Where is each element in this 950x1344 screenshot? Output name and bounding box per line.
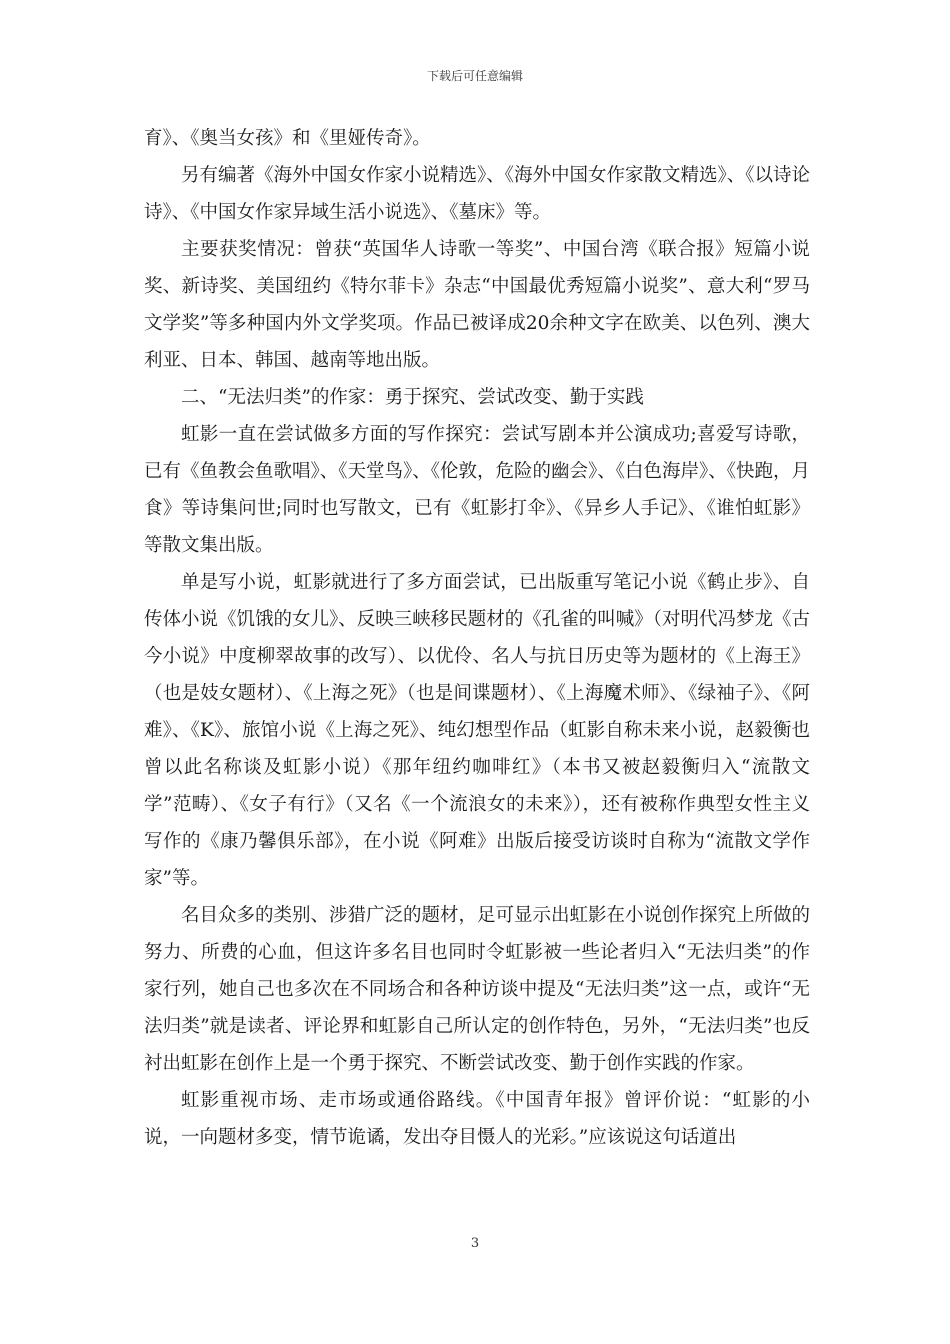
document-body — [144, 120, 810, 1156]
page-header: 下载后可任意编辑 — [426, 69, 523, 83]
page-number: 3 — [470, 1236, 480, 1251]
paragraph-market: 虹影重视市场、走市场或通俗路线。《中国青年报》曾评价说：“虹影的小说，一向题材多变，情节诡谲，发出夺目慑人的光彩。”应该说这句话道出 — [144, 1090, 810, 1148]
paragraph-continuation: 育》、《奥当女孩》和《里娅传奇》。 — [144, 128, 431, 149]
paragraph-awards: 主要获奖情况：曾获“英国华人诗歌一等奖”、中国台湾《联合报》短篇小说奖、新诗奖、美国纽约《特尔菲卡》杂志“中国最优秀短篇小说奖”、意大利“罗马文学奖”等多种国内外文学奖项。作品已被译成20余种文字在欧美、以色列、澳大利亚、日本、韩国、越南等地出版。 — [144, 239, 810, 371]
paragraph-unclassifiable: 名目众多的类别、涉猎广泛的题材，足可显示出虹影在小说创作探究上所做的努力、所费的心血，但这许多名目也同时令虹影被一些论者归入“无法归类”的作家行列，她自己也多次在不同场合和各种访谈中提及“无法归类”这一点，或许“无法归类”就是读者、评论界和虹影自己所认定的创作特色，另外，“无法归类”也反衬出虹影在创作上是一个勇于探究、不断尝试改变、勤于创作实践的作家。 — [144, 905, 811, 1074]
paragraph-novels: 单是写小说，虹影就进行了多方面尝试，已出版重写笔记小说《鹤止步》、自传体小说《饥饿的女儿》、反映三峡移民题材的《孔雀的叫喊》（对明代冯梦龙《古今小说》中度柳翠故事的改写）、以优伶、名人与抗日历史等为题材的《上海王》（也是妓女题材）、《上海之死》（也是间谍题材）、《上海魔术师》、《绿袖子》、《阿难》、《K》、旅馆小说《上海之死》、纯幻想型作品（虹影自称未来小说，赵毅衡也曾以此名称谈及虹影小说）《那年纽约咖啡红》（本书又被赵毅衡归入“流散文学”范畴）、《女子有行》（又名《一个流浪女的未来》），还有被称作典型女性主义写作的《康乃馨俱乐部》，在小说《阿难》出版后接受访谈时自称为“流散文学作家”等。 — [144, 572, 811, 889]
paragraph-editions: 另有编著《海外中国女作家小说精选》、《海外中国女作家散文精选》、《以诗论诗》、《中国女作家异域生活小说选》、《墓床》等。 — [144, 165, 811, 223]
section-heading: 二、“无法归类”的作家：勇于探究、尝试改变、勤于实践 — [181, 387, 644, 408]
paragraph-writing-exploration: 虹影一直在尝试做多方面的写作探究：尝试写剧本并公演成功;喜爱写诗歌，已有《鱼教会鱼歌唱》、《天堂鸟》、《伦敦，危险的幽会》、《白色海岸》、《快跑，月食》等诗集问世;同时也写散文，已有《虹影打伞》、《异乡人手记》、《谁怕虹影》等散文集出版。 — [144, 424, 811, 556]
